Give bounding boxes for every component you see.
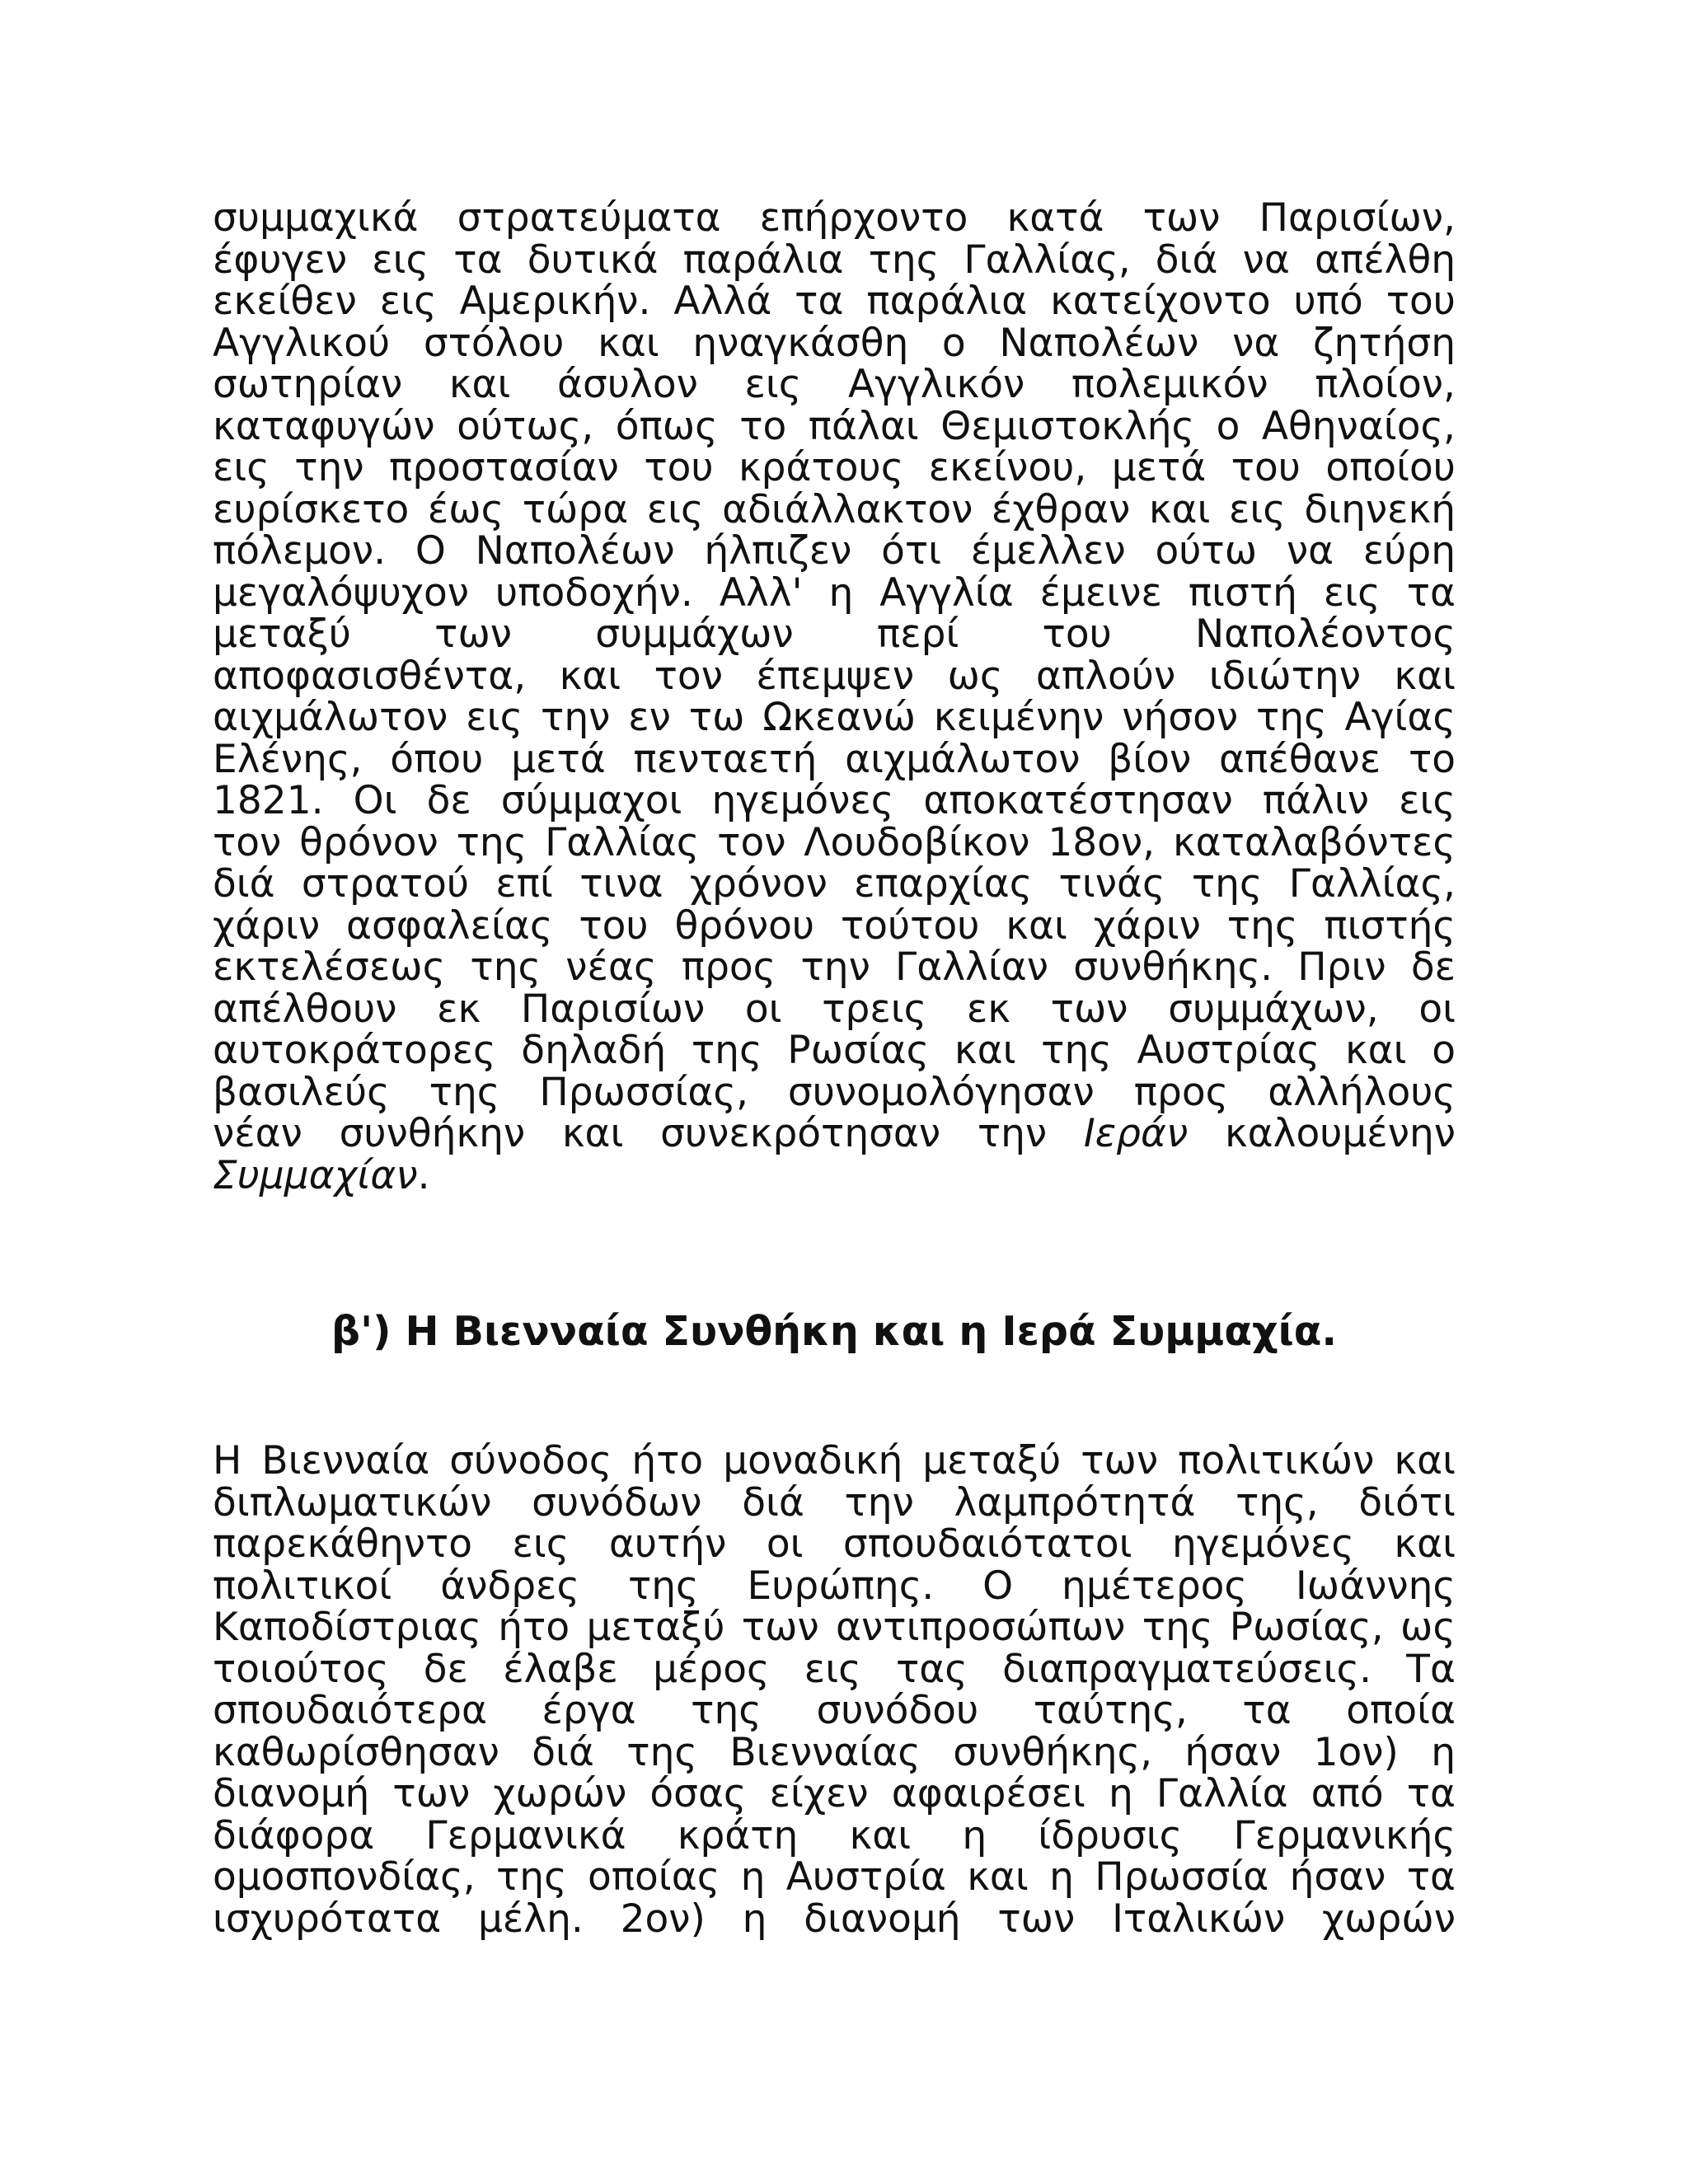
italic-term-symmachian: Συμμαχίαν: [213, 1152, 418, 1198]
text-line: βασιλεύς της Πρωσσίας, συνομολόγησαν προς αλλήλους: [213, 1069, 1456, 1115]
text-line: αιχμάλωτον εις την εν τω Ωκεανώ κειμένην νήσον της Αγίας: [213, 695, 1456, 740]
text-line: χάριν ασφαλείας του θρόνου τούτου και χάριν της πιστής: [213, 902, 1456, 949]
text-line: απέλθουν εκ Παρισίων οι τρεις εκ των συμμάχων, οι: [213, 986, 1456, 1032]
text-line: ομοσπονδίας, της οποίας η Αυστρία και η Πρωσσία ήσαν τα: [213, 1854, 1456, 1900]
text-line: εκτελέσεως της νέας προς την Γαλλίαν συνθήκης. Πριν δε: [213, 944, 1456, 990]
text-line-with-italic: [213, 1113, 1456, 1155]
text-line: διά στρατού επί τινα χρόνον επαρχίας τινάς της Γαλλίας,: [213, 861, 1456, 907]
text-line: πολιτικοί άνδρες της Ευρώπης. Ο ημέτερος Ιωάννης: [213, 1563, 1456, 1609]
text-line: συμμαχικά στρατεύματα επήρχοντο κατά των Παρισίων,: [213, 195, 1456, 241]
text-line: σωτηρίαν και άσυλον εις Αγγλικόν πολεμικόν πλοίον,: [213, 362, 1456, 407]
text-line: Ελένης, όπου μετά πενταετή αιχμάλωτον βίον απέθανε το: [213, 736, 1456, 782]
text-line: διανομή των χωρών όσας είχεν αφαιρέσει η Γαλλία από τα: [213, 1771, 1456, 1816]
text-line: ευρίσκετο έως τώρα εις αδιάλλακτον έχθραν και εις διηνεκή: [213, 486, 1456, 532]
text-line: έφυγεν εις τα δυτικά παράλια της Γαλλίας, διά να απέλθη: [213, 237, 1456, 283]
text-line: πόλεμον. Ο Ναπολέων ήλπιζεν ότι έμελλεν ούτω να εύρη: [213, 528, 1456, 574]
text-line-last: [213, 1152, 1456, 1198]
text-line: καθωρίσθησαν διά της Βιενναίας συνθήκης, ήσαν 1ον) η: [213, 1729, 1456, 1775]
body-paragraph-1: [213, 195, 1456, 1198]
text-line: εις την προστασίαν του κράτους εκείνου, μετά του οποίου: [213, 445, 1456, 490]
text-segment: .: [417, 1152, 430, 1198]
text-line: αποφασισθέντα, και τον έπεμψεν ως απλούν ιδιώτην και: [213, 653, 1456, 699]
text-line: 1821. Οι δε σύμμαχοι ηγεμόνες αποκατέστησαν πάλιν εις: [213, 778, 1456, 823]
text-segment: καλουμένην: [1188, 1111, 1456, 1156]
text-line: Καποδίστριας ήτο μεταξύ των αντιπροσώπων της Ρωσίας, ως: [213, 1605, 1456, 1650]
section-heading: β') Η Βιενναία Συνθήκη και η Ιερά Συμμαχία.: [331, 1308, 1337, 1355]
text-line: διάφορα Γερμανικά κράτη και η ίδρυσις Γερμανικής: [213, 1812, 1456, 1858]
text-line: καταφυγών ούτως, όπως το πάλαι Θεμιστοκλής ο Αθηναίος,: [213, 403, 1456, 449]
text-line: διπλωματικών συνόδων διά την λαμπρότητά της, διότι: [213, 1479, 1456, 1526]
text-line: τον θρόνον της Γαλλίας τον Λουδοβίκον 18ον, καταλαβόντες: [213, 819, 1456, 865]
text-line: αυτοκράτορες δηλαδή της Ρωσίας και της Αυστρίας και ο: [213, 1028, 1456, 1073]
body-paragraph-2: [213, 1438, 1456, 1942]
italic-term-ieran: Ιεράν: [1083, 1111, 1189, 1156]
text-line: μεγαλόψυχον υποδοχήν. Αλλ' η Αγγλία έμεινε πιστή εις τα: [213, 569, 1456, 616]
text-line: Αγγλικού στόλου και ηναγκάσθη ο Ναπολέων να ζητήση: [213, 320, 1456, 366]
text-line: τοιούτος δε έλαβε μέρος εις τας διαπραγματεύσεις. Τα: [213, 1646, 1456, 1692]
text-line: σπουδαιότερα έργα της συνόδου ταύτης, τα οποία: [213, 1688, 1456, 1733]
text-line: Η Βιενναία σύνοδος ήτο μοναδική μεταξύ των πολιτικών και: [213, 1438, 1456, 1483]
text-segment: νέαν συνθήκην και συνεκρότησαν την: [213, 1111, 1084, 1156]
text-line: μεταξύ των συμμάχων περί του Ναπολέοντος: [213, 612, 1456, 657]
text-line: εκείθεν εις Αμερικήν. Αλλά τα παράλια κατείχοντο υπό του: [213, 279, 1456, 324]
text-line: ισχυρότατα μέλη. 2ον) η διανομή των Ιταλικών χωρών: [213, 1896, 1456, 1942]
text-line: παρεκάθηντο εις αυτήν οι σπουδαιότατοι ηγεμόνες και: [213, 1521, 1456, 1567]
